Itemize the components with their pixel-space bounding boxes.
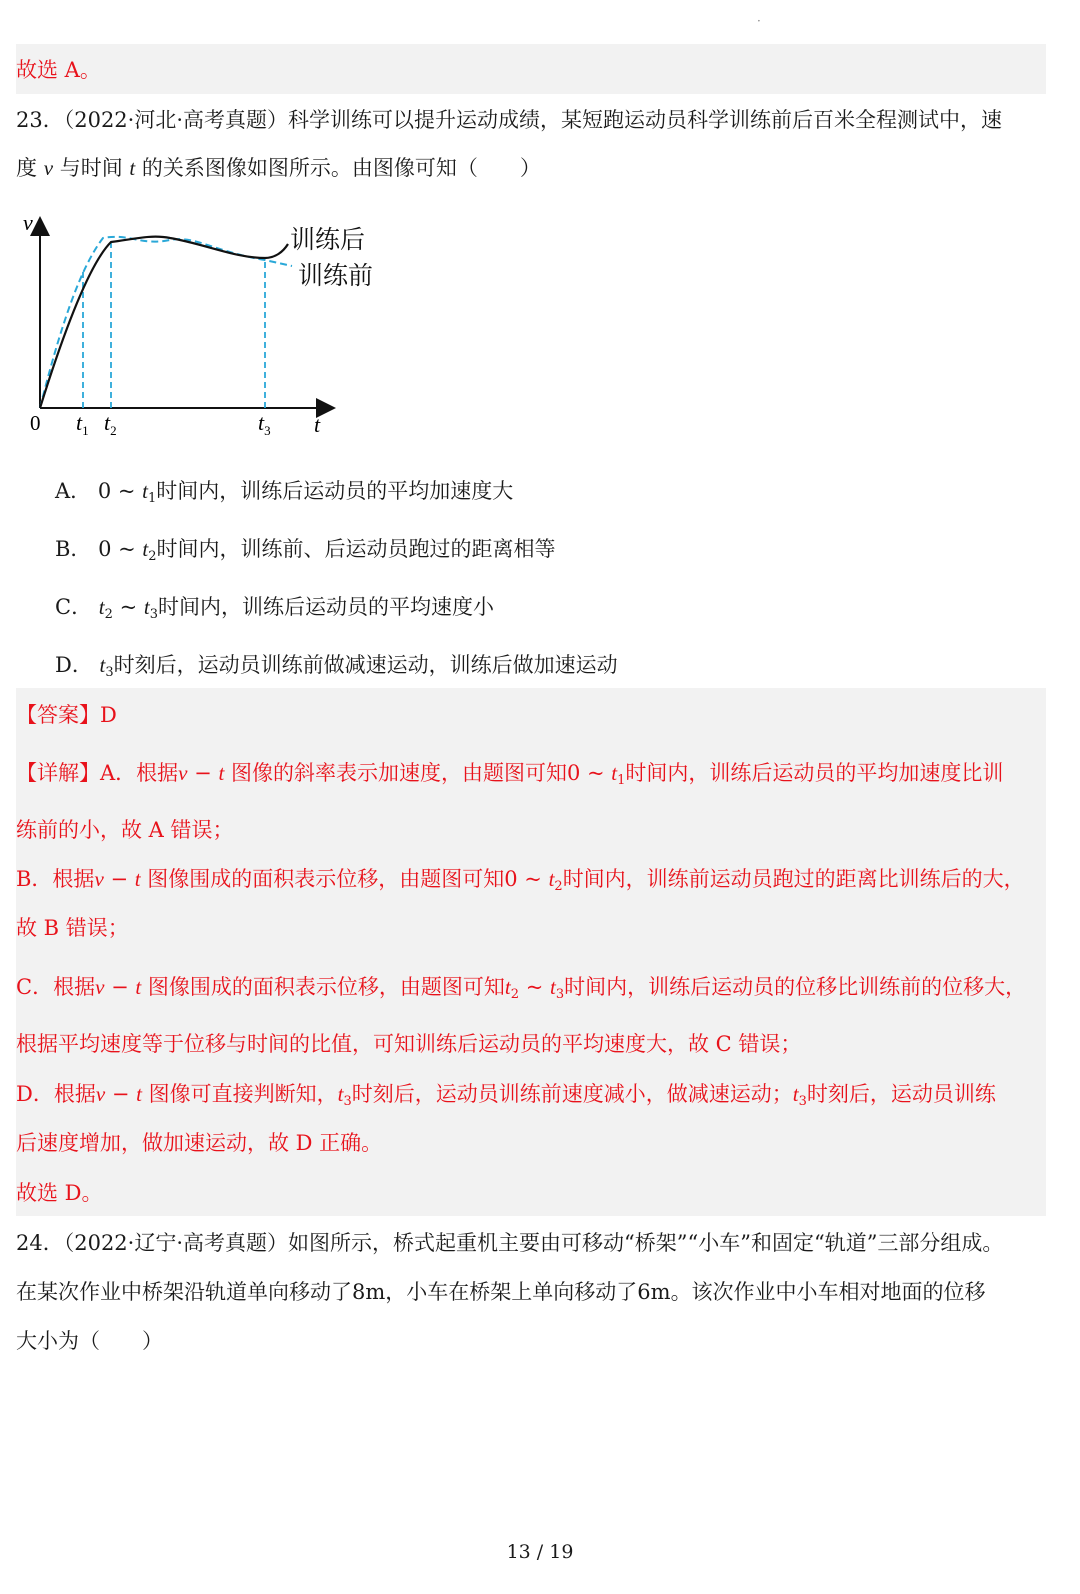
- q23-detail-c-line1: C．根据v − t 图像围成的面积表示位移，由题图可知$t_2$ ~ $t_3$时间内，训练后运动员的位移比训练前的位移大，: [16, 975, 1027, 1002]
- t-axis-label: t: [314, 412, 321, 437]
- page-number: 13 / 19: [506, 1541, 574, 1563]
- t1-tick-label: $t_1$: [76, 410, 89, 438]
- v-axis-label: v: [23, 210, 33, 235]
- q23-stem-line2: 度 v 与时间 t 的关系图像如图所示。由图像可知（ ）: [16, 156, 541, 180]
- q23-detail-c-line2: 根据平均速度等于位移与时间的比值，可知训练后运动员的平均速度大，故 C 错误；: [16, 1032, 802, 1056]
- after-training-curve: [40, 237, 288, 408]
- q23-detail-b-line1: B．根据v − t 图像围成的面积表示位移，由题图可知0 ~ $t_2$时间内，训练前运动员跑过的距离比训练后的大，: [16, 867, 1025, 894]
- legend-after-training: 训练后: [290, 225, 366, 254]
- t3-tick-label: $t_3$: [258, 410, 271, 438]
- q23-detail-b-line2: 故 B 错误；: [16, 916, 129, 940]
- q23-detail-a-line1: 【详解】A．根据v − t 图像的斜率表示加速度，由题图可知0 ~ $t_1$时间内，训练后运动员的平均加速度比训: [16, 761, 1004, 788]
- header-dot: ·: [757, 14, 761, 28]
- q24-stem-line3: 大小为（ ）: [16, 1329, 163, 1353]
- t2-tick-label: $t_2$: [104, 410, 117, 438]
- q23-detail-d-line2: 后速度增加，做加速运动，故 D 正确。: [16, 1131, 383, 1155]
- q23-option-a[interactable]: A． 0 ~ $t_1$时间内，训练后运动员的平均加速度大: [55, 479, 514, 506]
- q23-stem-line1: 23．（2022·河北·高考真题）科学训练可以提升运动成绩，某短跑运动员科学训练前后百米全程测试中，速: [16, 108, 1003, 132]
- prev-conclusion: 故选 A。: [16, 58, 101, 82]
- q24-stem-line1: 24．（2022·辽宁·高考真题）如图所示，桥式起重机主要由可移动“桥架”“小车”和固定“轨道”三部分组成。: [16, 1231, 1004, 1255]
- q23-option-b[interactable]: B． 0 ~ $t_2$时间内，训练前、后运动员跑过的距离相等: [55, 537, 556, 564]
- origin-label: 0: [30, 411, 41, 435]
- q23-option-c[interactable]: C． $t_2$ ~ $t_3$时间内，训练后运动员的平均速度小: [55, 595, 494, 622]
- q23-answer: 【答案】D: [16, 703, 117, 727]
- legend-before-training: 训练前: [298, 261, 374, 290]
- q23-option-d[interactable]: D． $t_3$时刻后，运动员训练前做减速运动，训练后做加速运动: [55, 653, 618, 680]
- before-training-curve: [40, 237, 292, 408]
- q23-detail-a-line2: 练前的小，故 A 错误；: [16, 818, 234, 842]
- q23-conclusion: 故选 D。: [16, 1181, 103, 1205]
- vt-graph-figure: [20, 208, 390, 443]
- q23-detail-d-line1: D．根据v − t 图像可直接判断知，$t_3$时刻后，运动员训练前速度减小，做减速运动；$t_3$时刻后，运动员训练: [16, 1082, 996, 1109]
- q24-stem-line2: 在某次作业中桥架沿轨道单向移动了8m，小车在桥架上单向移动了6m。该次作业中小车相对地面的位移: [16, 1280, 986, 1304]
